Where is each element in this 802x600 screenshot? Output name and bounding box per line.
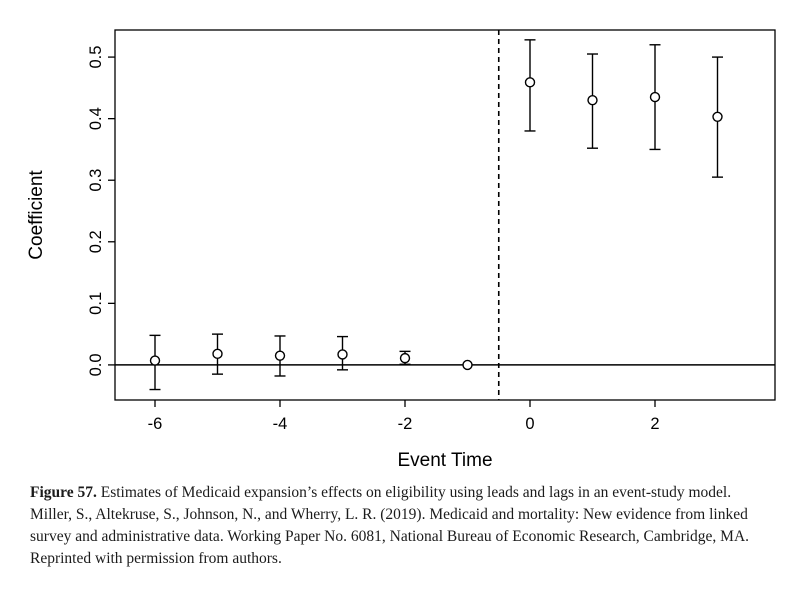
data-point <box>526 78 535 87</box>
y-axis-title: Coefficient <box>26 170 47 260</box>
y-tick-label: 0.5 <box>87 45 105 69</box>
figure-caption-label: Figure 57. <box>30 484 97 501</box>
figure-caption <box>30 482 776 571</box>
y-tick-label: 0.2 <box>87 230 105 254</box>
plot-frame <box>115 30 775 400</box>
data-point <box>713 112 722 121</box>
point-estimates <box>151 78 723 370</box>
y-axis <box>87 46 115 377</box>
data-point <box>588 96 597 105</box>
figure-caption-text: Estimates of Medicaid expansion’s effects on eligibility using leads and lags in an event-study model. Miller, S., Altekruse, S., Johnson, N., and Wherry, L. R. (2019). Medicaid and mortality: New evidence from linked survey and administrative data. Working Paper No. 6081, National Bureau of Economic Research, Cambridge, MA. Reprinted with permission from authors. <box>30 484 750 568</box>
data-point <box>151 356 160 365</box>
data-point <box>338 350 347 359</box>
y-tick-label: 0.4 <box>87 107 105 131</box>
x-tick-label: 0 <box>525 415 535 433</box>
data-point <box>463 360 472 369</box>
y-tick-label: 0.1 <box>87 291 105 315</box>
data-point <box>651 93 660 102</box>
data-point <box>276 351 285 360</box>
y-tick-label: 0.3 <box>87 168 105 192</box>
y-tick-label: 0.0 <box>87 353 105 377</box>
data-point <box>213 349 222 358</box>
data-point <box>401 354 410 363</box>
x-tick-label: -6 <box>147 415 163 433</box>
x-axis <box>148 400 660 433</box>
x-tick-label: 2 <box>650 415 660 433</box>
x-tick-label: -4 <box>272 415 288 433</box>
x-tick-label: -2 <box>397 415 413 433</box>
error-bars <box>150 40 724 390</box>
x-axis-title: Event Time <box>397 450 493 471</box>
